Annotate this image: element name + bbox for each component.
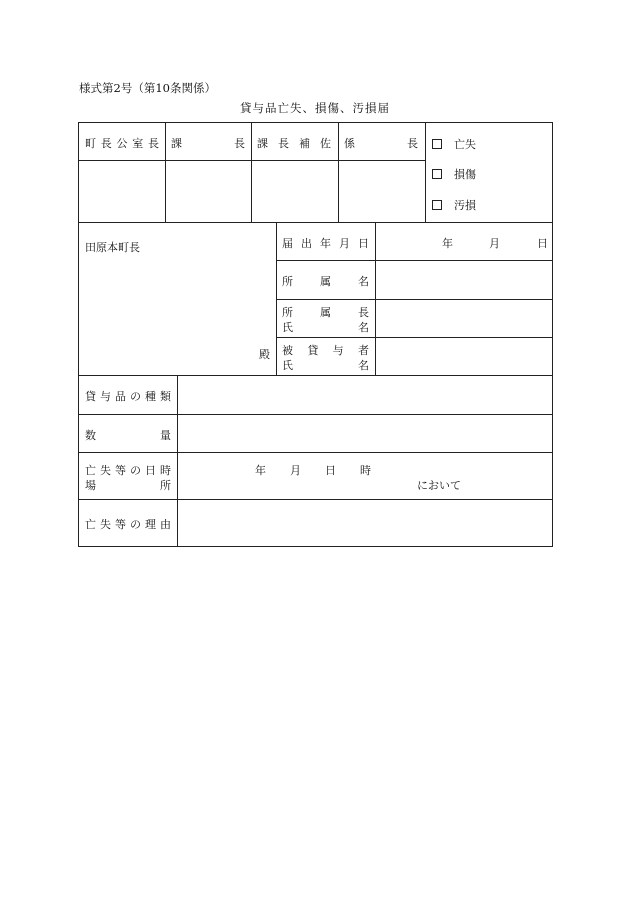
department-head-field[interactable] bbox=[376, 300, 552, 337]
department-head-label: 所 属 長 bbox=[282, 306, 369, 319]
report-date-label: 届 出 年 月 日 bbox=[282, 237, 369, 250]
stamp-cell-town-office-chief[interactable] bbox=[79, 161, 165, 222]
quantity-field[interactable] bbox=[178, 415, 552, 452]
borrower-name-label: 氏 名 bbox=[282, 359, 369, 372]
department-head-name-label: 氏 名 bbox=[282, 321, 369, 334]
stamp-cell-deputy-chief[interactable] bbox=[252, 161, 338, 222]
loss-place-label: 場 所 bbox=[85, 479, 171, 492]
checkbox-square-icon[interactable] bbox=[432, 200, 442, 210]
approval-header-section-chief: 課 長 bbox=[171, 137, 245, 150]
form-number-label: 様式第2号（第10条関係） bbox=[79, 81, 216, 95]
honorific: 殿 bbox=[259, 348, 270, 361]
borrower-label: 被 貸 与 者 bbox=[282, 344, 369, 357]
department-field[interactable] bbox=[376, 261, 552, 299]
approval-header-unit-chief: 係 長 bbox=[344, 137, 418, 150]
checkbox-square-icon[interactable] bbox=[432, 139, 442, 149]
loss-reason-field[interactable] bbox=[178, 500, 552, 546]
checkbox-square-icon[interactable] bbox=[432, 169, 442, 179]
approval-header-deputy-chief: 課 長 補 佐 bbox=[257, 137, 331, 150]
stamp-cell-section-chief[interactable] bbox=[166, 161, 251, 222]
checkbox-damage[interactable]: 損傷 bbox=[432, 166, 476, 182]
checkbox-soiling[interactable]: 汚損 bbox=[432, 197, 476, 213]
loss-datetime-label: 亡 失 等 の 日 時 bbox=[85, 464, 171, 477]
stamp-cell-unit-chief[interactable] bbox=[339, 161, 425, 222]
checkbox-loss[interactable]: 亡失 bbox=[432, 136, 476, 152]
item-type-label: 貸 与 品 の 種 類 bbox=[85, 390, 171, 403]
report-date-field[interactable]: 年 月 日 bbox=[442, 237, 548, 250]
loss-datetime-place-field[interactable]: 年 月 日 時 において bbox=[255, 464, 461, 492]
divider bbox=[276, 222, 277, 375]
document-title: 貸与品亡失、損傷、汚損届 bbox=[240, 101, 390, 115]
item-type-field[interactable] bbox=[178, 376, 552, 414]
divider bbox=[425, 122, 426, 222]
approval-header-town-office-chief: 町 長 公 室 長 bbox=[85, 137, 159, 150]
quantity-label: 数 量 bbox=[85, 429, 171, 442]
addressee: 田原本町長 bbox=[85, 241, 140, 254]
loss-reason-label: 亡 失 等 の 理 由 bbox=[85, 518, 171, 531]
borrower-field[interactable] bbox=[376, 338, 552, 375]
department-label: 所 属 名 bbox=[282, 275, 369, 288]
